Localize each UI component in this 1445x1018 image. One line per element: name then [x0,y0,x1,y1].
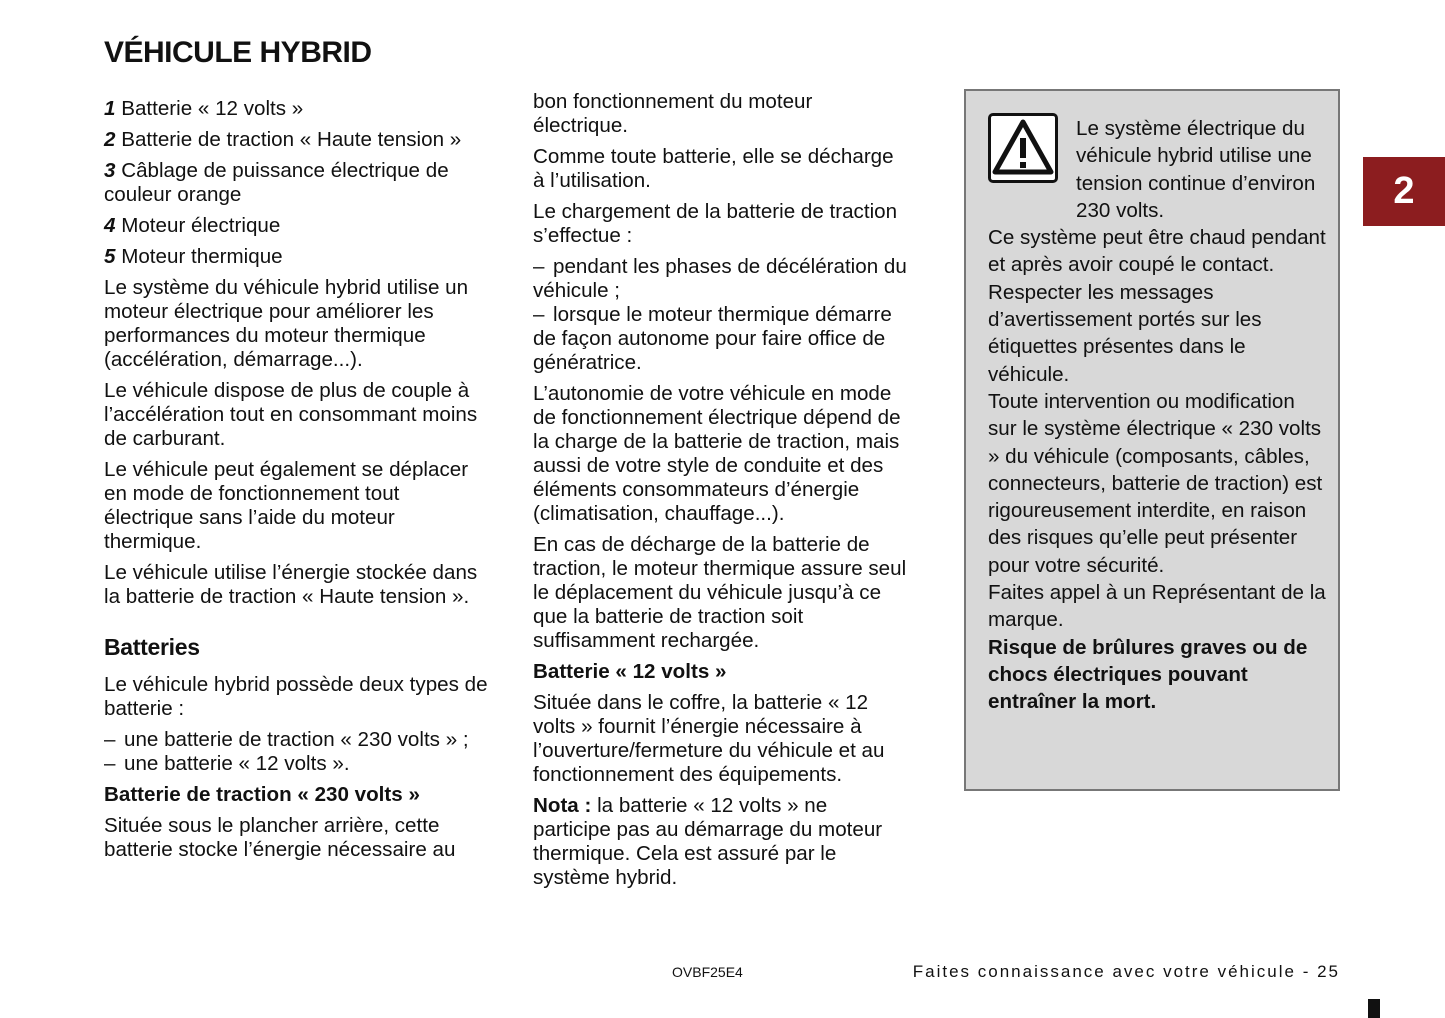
legend-item: 1 Batterie « 12 volts » [104,97,304,120]
reference-code: OVBF25E4 [672,964,743,980]
warning-paragraph: Respecter les messages d’avertissement portés sur les étiquettes présentes dans le véhicule. [988,280,1262,386]
dash-item: – une batterie « 12 volts ». [104,752,350,775]
dash-item: – une batterie de traction « 230 volts » ; [104,728,469,751]
paragraph: bon fonctionnement du moteur électrique. [533,90,813,137]
paragraph: Le véhicule peut également se déplacer en mode de fonctionnement tout électrique sans l’aide du moteur thermique. [104,458,469,553]
paragraph: En cas de décharge de la batterie de traction, le moteur thermique assure seul le déplacement du véhicule jusqu’à ce que la batterie de traction soit suffisamment rechargée. [533,533,907,652]
warning-bold: Risque de brûlures graves ou de chocs électriques pouvant entraîner la mort. [988,635,1308,714]
legend-item: 4 Moteur électrique [104,214,281,237]
left-column [104,97,494,869]
section-tab: 2 [1363,157,1445,226]
traction-heading: Batterie de traction « 230 volts » [104,783,420,806]
paragraph: Située sous le plancher arrière, cette batterie stocke l’énergie nécessaire au [104,814,456,861]
page-title: VÉHICULE HYBRID [104,36,372,69]
paragraph: Le système du véhicule hybrid utilise un moteur électrique pour améliorer les performances du moteur thermique (accélération, démarrage...). [104,276,469,371]
paragraph: Comme toute batterie, elle se décharge à l’utilisation. [533,145,894,192]
warning-text [988,115,1328,716]
page-edge-mark [1368,999,1380,1018]
paragraph: Située dans le coffre, la batterie « 12 volts » fournit l’énergie nécessaire à l’ouverture/fermeture du véhicule et au fonctionnement des équipements. [533,691,885,786]
paragraph: Le véhicule utilise l’énergie stockée dans la batterie de traction « Haute tension ». [104,561,478,608]
paragraph: L’autonomie de votre véhicule en mode de fonctionnement électrique dépend de la charge de la batterie de traction, mais aussi de votre style de conduite et des éléments consommateurs d’énergie (climatisation, chauffage...). [533,382,901,525]
warning-paragraph: Toute intervention ou modification sur le système électrique « 230 volts » du véhicule (composants, câbles, connecteurs, batterie de traction) est rigoureusement interdite, en raison des risques qu’elle peut présenter pour votre sécurité. [988,389,1323,577]
paragraph: Le véhicule dispose de plus de couple à l’accélération tout en consommant moins de carburant. [104,379,478,450]
warning-paragraph: Ce système peut être chaud pendant et après avoir coupé le contact. [988,226,1326,277]
legend-item: 3 Câblage de puissance électrique de couleur orange [104,159,449,206]
legend-item: 5 Moteur thermique [104,245,283,268]
warning-paragraph: Faites appel à un Représentant de la marque. [988,581,1326,632]
paragraph: Le chargement de la batterie de traction s’effectue : [533,200,898,247]
battery12-heading: Batterie « 12 volts » [533,660,727,683]
warning-box [964,89,1340,791]
footer-title: Faites connaissance avec votre véhicule - 25 [912,962,1340,981]
dash-item: – pendant les phases de décélération du véhicule ; [533,255,907,302]
batteries-heading: Batteries [104,634,200,660]
nota-paragraph: Nota : la batterie « 12 volts » ne participe pas au démarrage du moteur thermique. Cela est assuré par le système hybrid. [533,794,883,889]
middle-column [533,90,908,897]
warning-intro: Le système électrique du véhicule hybrid utilise une tension continue d’environ 230 volts. [1076,117,1316,222]
legend-item: 2 Batterie de traction « Haute tension » [104,128,462,151]
dash-item: – lorsque le moteur thermique démarre de façon autonome pour faire office de génératrice. [533,303,892,374]
paragraph: Le véhicule hybrid possède deux types de batterie : [104,673,488,720]
